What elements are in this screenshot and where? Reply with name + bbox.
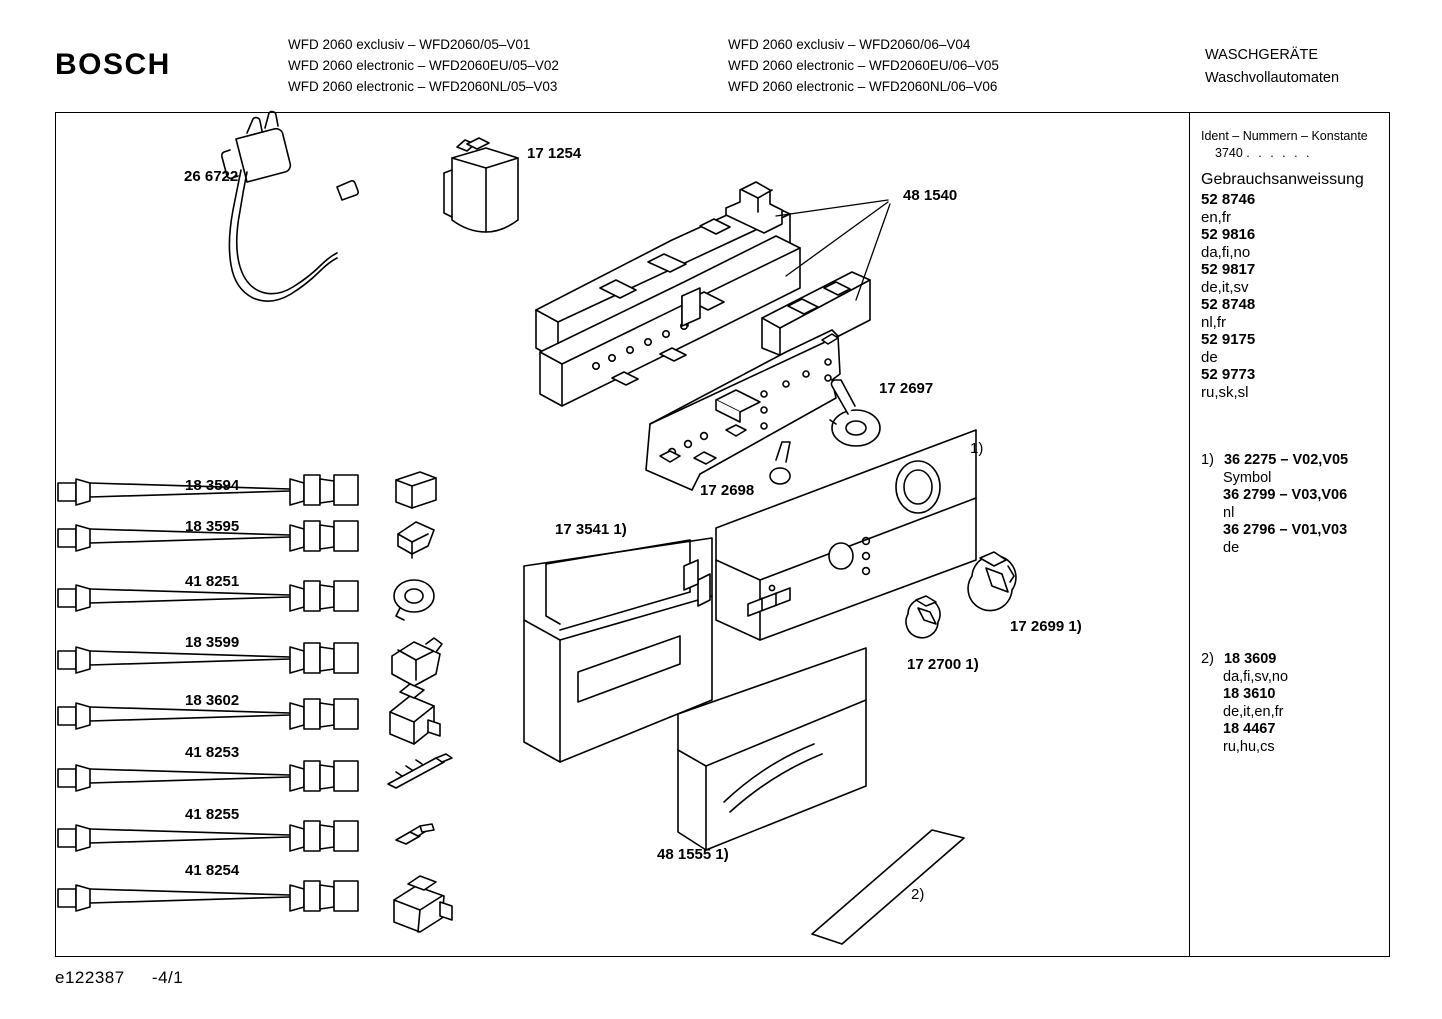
instruction-langs: de,it,sv — [1201, 278, 1249, 296]
page-number: -4/1 — [151, 968, 184, 987]
instruction-number: 52 9175 — [1201, 331, 1256, 348]
ident-dots: . . . . . . — [1246, 145, 1312, 160]
label-pcb-small: 17 2698 — [700, 482, 755, 499]
power-cord-drawing — [222, 112, 358, 302]
category-title: WASCHGERÄTE — [1205, 47, 1319, 63]
footnote-2-number: 18 3610 — [1223, 686, 1276, 702]
label-cable-1: 18 3594 — [185, 477, 240, 494]
bosch-logo: BOSCH — [55, 48, 171, 81]
label-control-module: 48 1540 — [903, 187, 958, 204]
capacitor-drawing — [444, 138, 518, 232]
footnote-1-number: 36 2799 – V03,V06 — [1223, 487, 1348, 503]
label-cable-6: 41 8253 — [185, 744, 240, 761]
instruction-langs: de — [1201, 348, 1218, 366]
label-selector-knob: 17 2697 — [879, 380, 934, 397]
footnote-1-langs: nl — [1223, 504, 1235, 521]
footnote-1-langs: de — [1223, 539, 1240, 556]
instruction-number: 52 8748 — [1201, 296, 1256, 313]
header-model-line: WFD 2060 electronic – WFD2060EU/06–V05 — [728, 58, 999, 73]
footnote-2-number: 18 4467 — [1223, 721, 1276, 737]
header-model-line: WFD 2060 exclusiv – WFD2060/06–V04 — [728, 37, 971, 52]
instruction-langs: en,fr — [1201, 208, 1232, 226]
footnote-1-number: 36 2796 – V01,V03 — [1223, 522, 1348, 538]
footnote-2-number: 18 3609 — [1223, 651, 1277, 667]
instruction-langs: nl,fr — [1201, 313, 1227, 331]
header-model-line: WFD 2060 electronic – WFD2060NL/06–V06 — [728, 79, 998, 94]
label-strip-drawing — [812, 830, 964, 944]
document-id: e122387 — [55, 968, 125, 987]
footnote-2-langs: da,fi,sv,no — [1223, 668, 1289, 685]
label-cable-5: 18 3602 — [185, 692, 240, 709]
ident-value: 3740 — [1215, 145, 1243, 160]
instructions-title: Gebrauchsanweissung — [1201, 171, 1364, 188]
instruction-number: 52 9817 — [1201, 261, 1256, 278]
category-subtitle: Waschvollautomaten — [1205, 70, 1340, 86]
label-capacitor: 17 1254 — [527, 145, 582, 162]
cable-assemblies-drawing — [58, 472, 452, 932]
label-drawer-front: 48 1555 1) — [657, 846, 729, 863]
header-model-line: WFD 2060 exclusiv – WFD2060/05–V01 — [288, 37, 531, 52]
footnote-1-number: 36 2275 – V02,V05 — [1223, 452, 1349, 468]
instruction-number: 52 8746 — [1201, 191, 1256, 208]
footnote-2-langs: de,it,en,fr — [1223, 703, 1284, 720]
label-panel-frame: 17 3541 1) — [555, 521, 627, 538]
label-cable-2: 18 3595 — [185, 518, 240, 535]
footnote-2-marker: 2) — [1201, 651, 1214, 667]
label-strip-marker: 2) — [911, 886, 925, 903]
label-panel-marker: 1) — [970, 440, 984, 457]
label-cable-8: 41 8254 — [185, 862, 240, 879]
label-cable-4: 18 3599 — [185, 634, 240, 651]
instruction-number: 52 9816 — [1201, 226, 1256, 243]
instruction-langs: ru,sk,sl — [1201, 383, 1249, 401]
left-knob-drawing — [906, 596, 940, 638]
label-cable-7: 41 8255 — [185, 806, 240, 823]
header-model-line: WFD 2060 electronic – WFD2060EU/05–V02 — [288, 58, 559, 73]
label-power-cord: 26 6722 — [184, 168, 239, 185]
footnote-1-marker: 1) — [1201, 452, 1214, 468]
control-module-drawing — [536, 182, 890, 490]
footer — [55, 968, 183, 988]
instruction-number: 52 9773 — [1201, 366, 1256, 383]
ident-title: Ident – Nummern – Konstante — [1201, 129, 1368, 143]
footnote-2-langs: ru,hu,cs — [1223, 738, 1275, 755]
instruction-langs: da,fi,no — [1201, 243, 1251, 261]
header-model-line: WFD 2060 electronic – WFD2060NL/05–V03 — [288, 79, 558, 94]
label-knob-right: 17 2699 1) — [1010, 618, 1082, 635]
footnote-1-langs: Symbol — [1223, 469, 1272, 486]
label-cable-3: 41 8251 — [185, 573, 240, 590]
label-knob-left: 17 2700 1) — [907, 656, 979, 673]
